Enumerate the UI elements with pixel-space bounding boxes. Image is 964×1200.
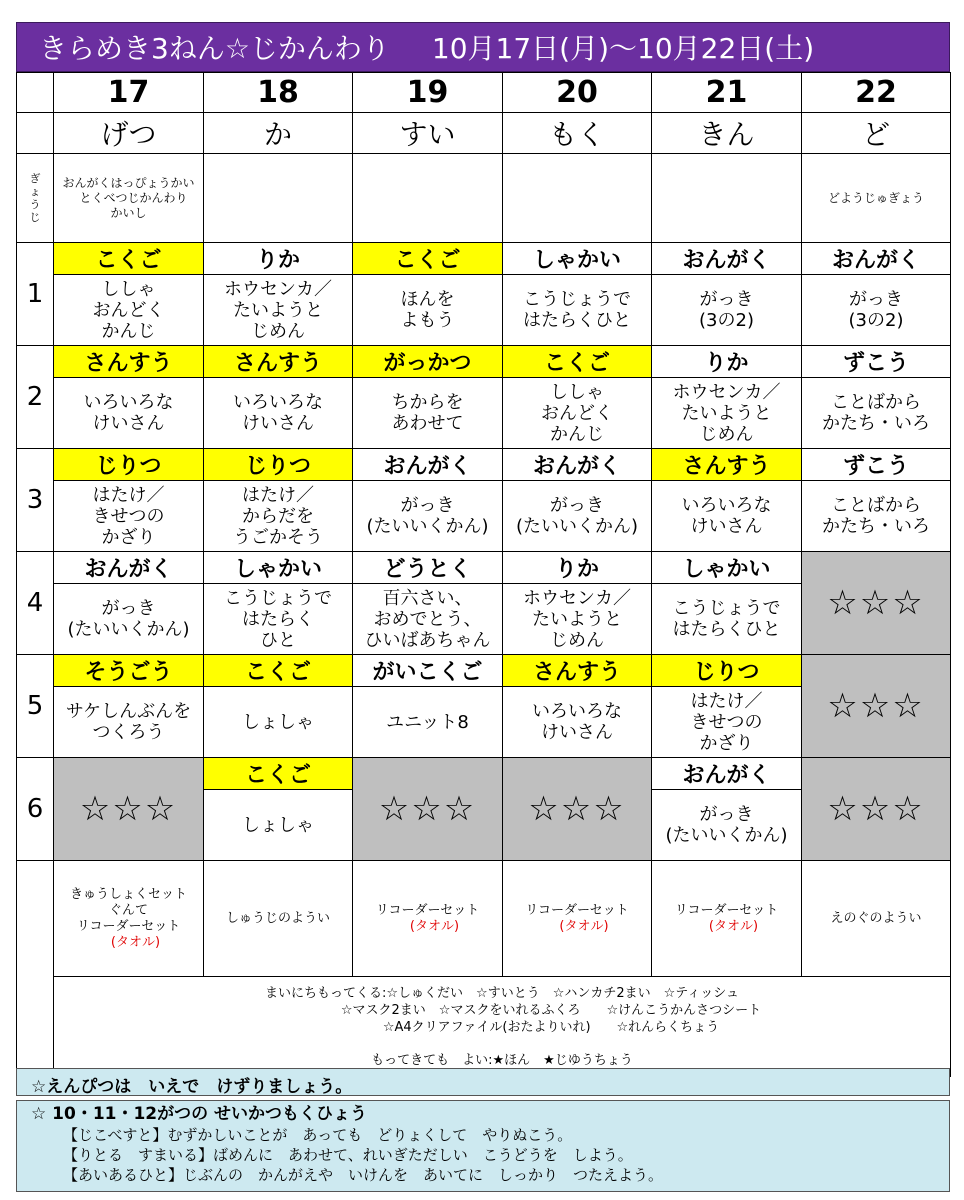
subject: さんすう bbox=[652, 449, 802, 481]
lesson-content bbox=[652, 378, 802, 449]
items-cell bbox=[652, 861, 802, 977]
timetable bbox=[16, 72, 951, 1077]
events-label-char: ょ bbox=[29, 185, 41, 198]
period-label: 4 bbox=[17, 552, 54, 655]
events-label-text bbox=[17, 172, 53, 224]
content-line: ひいばあちゃん bbox=[364, 629, 491, 651]
lesson-content bbox=[802, 481, 951, 552]
subject: おんがく bbox=[54, 552, 204, 584]
subject: おんがく bbox=[353, 449, 503, 481]
lesson-content bbox=[652, 481, 802, 552]
content-line: ことばから bbox=[831, 392, 921, 413]
content-line: ユニット8 bbox=[386, 711, 469, 733]
subject: じりつ bbox=[652, 655, 802, 687]
events-label-char: う bbox=[29, 198, 41, 211]
event-cell bbox=[652, 154, 802, 243]
content-line: (3の2) bbox=[699, 310, 754, 331]
free-period: ☆☆☆ bbox=[802, 758, 951, 861]
lesson-content bbox=[204, 790, 353, 861]
content-line: (たいいくかん) bbox=[366, 516, 489, 537]
lesson-content bbox=[802, 275, 951, 346]
lesson-content bbox=[503, 275, 652, 346]
lesson-content bbox=[204, 481, 353, 552]
subject: こくご bbox=[54, 243, 204, 275]
content-line: がっき bbox=[101, 598, 156, 619]
event-line: かいし bbox=[110, 205, 147, 220]
content-line: がっき bbox=[400, 495, 455, 516]
period-row-3-contents bbox=[17, 481, 951, 552]
content-line: かたち・いろ bbox=[822, 516, 930, 537]
daily-line: まいにちもってくる:☆しゅくだい ☆すいとう ☆ハンカチ2まい ☆ティッシュ bbox=[265, 985, 739, 1001]
item-line: リコーダーセット bbox=[525, 902, 629, 918]
lesson-content bbox=[652, 584, 802, 655]
goals-heading: ☆ 10・11・12がつの せいかつもくひょう bbox=[31, 1104, 368, 1124]
content-line: ししゃ bbox=[101, 278, 156, 300]
period-label: 1 bbox=[17, 243, 54, 346]
content-line: ホウセンカ／ bbox=[672, 381, 781, 403]
lesson-content bbox=[54, 687, 204, 758]
content-line: しょしゃ bbox=[242, 814, 314, 836]
optional-items: もってきても よい:★ほん ★じゆうちょう bbox=[371, 1052, 633, 1068]
content-line: あわせて bbox=[391, 413, 464, 434]
content-line: かざり bbox=[101, 526, 156, 548]
towel-note: (タオル) bbox=[708, 918, 759, 934]
content-line: ししゃ bbox=[550, 381, 604, 403]
event-cell-mon bbox=[54, 154, 204, 243]
event-line: とくべつじかんわり bbox=[79, 190, 188, 205]
content-line: こうじょうで bbox=[224, 587, 332, 609]
events-label-char: じ bbox=[29, 211, 41, 224]
content-line: きせつの bbox=[92, 505, 165, 527]
subject: ずこう bbox=[802, 346, 951, 378]
day-num: 18 bbox=[204, 73, 353, 113]
event-cell bbox=[353, 154, 503, 243]
content-line: がっき bbox=[550, 495, 604, 516]
content-line: サケしんぶんを bbox=[65, 701, 192, 722]
free-period: ☆☆☆ bbox=[802, 552, 951, 655]
items-label-cell bbox=[17, 861, 54, 1077]
goal-line: 【じこべすと】むずかしいことが あっても どりょくして やりぬこう。 bbox=[63, 1126, 573, 1144]
content-line: ちからを bbox=[391, 392, 464, 413]
subject: こくご bbox=[503, 346, 652, 378]
page-title: きらめき3ねん☆じかんわり bbox=[39, 32, 390, 65]
lesson-content bbox=[652, 275, 802, 346]
content-line: けいさん bbox=[242, 413, 314, 434]
daily-line: ☆A4クリアファイル(おたよりいれ) ☆れんらくちょう bbox=[382, 1019, 720, 1035]
period-label: 5 bbox=[17, 655, 54, 758]
events-row bbox=[17, 154, 951, 243]
content-line: けいさん bbox=[92, 413, 165, 434]
date-row bbox=[17, 73, 951, 113]
lesson-content bbox=[802, 378, 951, 449]
content-line: よもう bbox=[400, 310, 455, 331]
item-line: きゅうしょくセット bbox=[69, 886, 187, 902]
notes-row bbox=[17, 977, 951, 1077]
content-line: はたらくひと bbox=[672, 619, 781, 640]
subject: しゃかい bbox=[204, 552, 353, 584]
subject: おんがく bbox=[652, 243, 802, 275]
item-line: えのぐのようい bbox=[830, 910, 922, 926]
items-cell bbox=[802, 861, 951, 977]
content-line: じめん bbox=[251, 320, 305, 342]
content-line: けいさん bbox=[541, 722, 613, 743]
subject: がっかつ bbox=[353, 346, 503, 378]
subject: さんすう bbox=[503, 655, 652, 687]
event-cell-sat: どようじゅぎょう bbox=[802, 154, 951, 243]
lesson-content bbox=[353, 584, 503, 655]
towel-note: (タオル) bbox=[559, 918, 609, 934]
content-line: こうじょうで bbox=[523, 289, 631, 310]
content-line: がっき bbox=[699, 289, 754, 310]
period-row-3-subjects bbox=[17, 449, 951, 481]
content-line: ほんを bbox=[400, 289, 455, 310]
content-line: はたけ／ bbox=[92, 484, 165, 506]
weekday: ど bbox=[802, 113, 951, 154]
period-label: 3 bbox=[17, 449, 54, 552]
content-line: おんどく bbox=[541, 402, 613, 424]
content-line: うごかそう bbox=[233, 526, 323, 548]
period-row-4-subjects bbox=[17, 552, 951, 584]
corner-cell bbox=[17, 113, 54, 154]
lesson-content bbox=[204, 378, 353, 449]
event-line: おんがくはっぴょうかい bbox=[62, 175, 195, 190]
corner-cell bbox=[17, 73, 54, 113]
content-line: しょしゃ bbox=[242, 711, 314, 733]
lesson-content bbox=[54, 275, 204, 346]
subject: そうごう bbox=[54, 655, 204, 687]
content-line: はたけ／ bbox=[242, 484, 314, 506]
lesson-content bbox=[503, 378, 652, 449]
free-period: ☆☆☆ bbox=[802, 655, 951, 758]
content-line: こうじょうで bbox=[672, 598, 781, 619]
lesson-content bbox=[353, 378, 503, 449]
content-line: はたらくひと bbox=[523, 310, 631, 331]
subject: しゃかい bbox=[652, 552, 802, 584]
lesson-content bbox=[353, 275, 503, 346]
content-line: けいさん bbox=[690, 516, 763, 537]
lesson-content bbox=[652, 687, 802, 758]
period-row-2-subjects bbox=[17, 346, 951, 378]
content-line: じめん bbox=[699, 423, 754, 445]
content-line: おめでとう、 bbox=[373, 608, 482, 630]
lesson-content bbox=[54, 584, 204, 655]
subject: おんがく bbox=[503, 449, 652, 481]
lesson-content bbox=[503, 481, 652, 552]
free-period: ☆☆☆ bbox=[353, 758, 503, 861]
lesson-content bbox=[652, 790, 802, 861]
period-row-1-contents bbox=[17, 275, 951, 346]
subject: しゃかい bbox=[503, 243, 652, 275]
towel-note: (タオル) bbox=[409, 918, 460, 934]
lesson-content bbox=[503, 687, 652, 758]
content-line: (たいいくかん) bbox=[67, 619, 190, 640]
period-row-1-subjects bbox=[17, 243, 951, 275]
day-num: 20 bbox=[503, 73, 652, 113]
daily-line: ☆マスク2まい ☆マスクをいれるふくろ ☆けんこうかんさつシート bbox=[340, 1002, 762, 1018]
content-line: たいようと bbox=[681, 402, 772, 424]
content-line: (たいいくかん) bbox=[515, 516, 639, 537]
weekday: もく bbox=[503, 113, 652, 154]
subject: おんがく bbox=[802, 243, 951, 275]
content-line: 百六さい、 bbox=[382, 587, 473, 609]
content-line: (たいいくかん) bbox=[665, 825, 788, 846]
lesson-content bbox=[54, 481, 204, 552]
day-num: 22 bbox=[802, 73, 951, 113]
period-row-2-contents bbox=[17, 378, 951, 449]
day-num: 17 bbox=[54, 73, 204, 113]
subject: りか bbox=[503, 552, 652, 584]
content-line: かんじ bbox=[550, 423, 604, 445]
life-goals bbox=[16, 1100, 950, 1192]
content-line: いろいろな bbox=[681, 495, 772, 516]
period-row-5-subjects bbox=[17, 655, 951, 687]
events-label bbox=[17, 154, 54, 243]
subject: おんがく bbox=[652, 758, 802, 790]
daily-items bbox=[54, 977, 951, 1077]
lesson-content bbox=[353, 481, 503, 552]
item-line: ぐんて bbox=[108, 902, 148, 918]
subject: りか bbox=[204, 243, 353, 275]
content-line: がっき bbox=[849, 289, 903, 310]
item-line: リコーダーセット bbox=[76, 918, 181, 934]
subject: さんすう bbox=[54, 346, 204, 378]
day-num: 19 bbox=[353, 73, 503, 113]
weekday-row bbox=[17, 113, 951, 154]
goal-line: 【あいあるひと】じぶんの かんがえや いけんを あいてに しっかり つたえよう。 bbox=[63, 1166, 664, 1184]
items-row bbox=[17, 861, 951, 977]
content-line: ホウセンカ／ bbox=[224, 278, 332, 300]
item-line: リコーダーセット bbox=[674, 902, 779, 918]
content-line: かたち・いろ bbox=[822, 413, 930, 434]
subject: こくご bbox=[204, 758, 353, 790]
lesson-content bbox=[54, 378, 204, 449]
pencil-notice: ☆えんぴつは いえで けずりましょう。 bbox=[16, 1068, 950, 1096]
content-line: たいようと bbox=[532, 608, 622, 630]
weekday: きん bbox=[652, 113, 802, 154]
content-line: かんじ bbox=[101, 320, 156, 342]
lesson-content bbox=[204, 687, 353, 758]
content-line: (3の2) bbox=[848, 310, 904, 331]
items-cell bbox=[353, 861, 503, 977]
content-line: つくろう bbox=[92, 722, 165, 743]
content-line: ことばから bbox=[831, 495, 921, 516]
period-row-6-subjects bbox=[17, 758, 951, 790]
date-range: 10月17日(月)〜10月22日(土) bbox=[431, 32, 815, 65]
content-line: いろいろな bbox=[532, 701, 622, 722]
free-period: ☆☆☆ bbox=[503, 758, 652, 861]
content-line: はたけ／ bbox=[690, 690, 763, 712]
weekday: か bbox=[204, 113, 353, 154]
content-line: ひと bbox=[260, 629, 296, 651]
content-line: おんどく bbox=[92, 299, 165, 321]
content-line: いろいろな bbox=[83, 392, 174, 413]
event-cell bbox=[204, 154, 353, 243]
subject: りか bbox=[652, 346, 802, 378]
content-line: じめん bbox=[550, 629, 604, 651]
lesson-content bbox=[503, 584, 652, 655]
period-label: 2 bbox=[17, 346, 54, 449]
subject: どうとく bbox=[353, 552, 503, 584]
item-line: リコーダーセット bbox=[375, 902, 480, 918]
title-bar bbox=[16, 22, 950, 72]
subject: こくご bbox=[204, 655, 353, 687]
lesson-content bbox=[353, 687, 503, 758]
content-line: きせつの bbox=[690, 711, 763, 733]
subject: こくご bbox=[353, 243, 503, 275]
day-num: 21 bbox=[652, 73, 802, 113]
content-line: からだを bbox=[242, 505, 314, 527]
subject: じりつ bbox=[204, 449, 353, 481]
content-line: がっき bbox=[699, 804, 754, 825]
subject: がいこくご bbox=[353, 655, 503, 687]
content-line: ホウセンカ／ bbox=[523, 587, 631, 609]
goal-line: 【りとる すまいる】ばめんに あわせて、れいぎただしい こうどうを しよう。 bbox=[63, 1146, 633, 1164]
lesson-content bbox=[204, 584, 353, 655]
content-line: いろいろな bbox=[233, 392, 323, 413]
content-line: はたらく bbox=[242, 608, 314, 630]
period-label: 6 bbox=[17, 758, 54, 861]
content-line: たいようと bbox=[233, 299, 323, 321]
items-cell bbox=[54, 861, 204, 977]
items-cell bbox=[204, 861, 353, 977]
event-cell bbox=[503, 154, 652, 243]
subject: じりつ bbox=[54, 449, 204, 481]
weekday: すい bbox=[353, 113, 503, 154]
towel-note: (タオル) bbox=[110, 934, 161, 950]
items-cell bbox=[503, 861, 652, 977]
item-line: しゅうじのようい bbox=[225, 910, 330, 926]
content-line: かざり bbox=[699, 732, 754, 754]
subject: ずこう bbox=[802, 449, 951, 481]
events-label-char: ぎ bbox=[29, 172, 41, 185]
subject: さんすう bbox=[204, 346, 353, 378]
lesson-content bbox=[204, 275, 353, 346]
weekday: げつ bbox=[54, 113, 204, 154]
free-period: ☆☆☆ bbox=[54, 758, 204, 861]
